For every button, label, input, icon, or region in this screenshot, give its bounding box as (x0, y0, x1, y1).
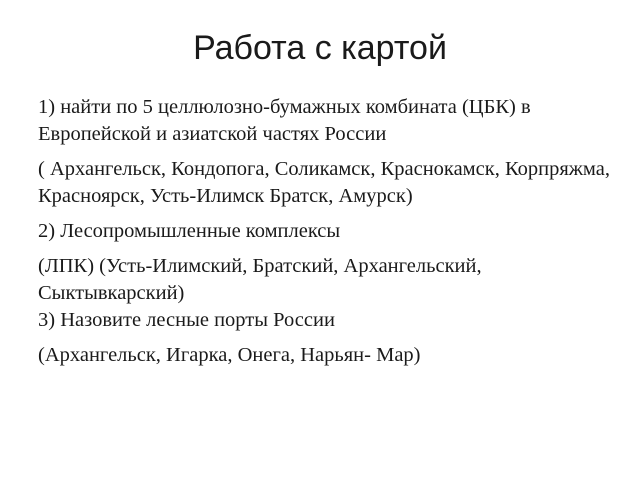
task-3-answer-list: (Архангельск, Игарка, Онега, Нарьян- Мар) (38, 344, 421, 366)
task-1-answer-list: ( Архангельск, Кондопога, Соликамск, Краснокамск, Корпряжма, Красноярск, Усть-Илимск Братск, Амурск) (38, 158, 610, 207)
slide-title: Работа с картой (193, 29, 447, 67)
slide-body (38, 94, 613, 369)
task-2-text: 2) Лесопромышленные комплексы (38, 220, 341, 242)
task-1-text: 1) найти по 5 целлюлозно-бумажных комбината (ЦБК) в Европейской и азиатской частях России (38, 96, 531, 145)
task-3-text: 3) Назовите лесные порты России (38, 309, 335, 331)
task-2-answer-list: (ЛПК) (Усть-Илимский, Братский, Архангельский, Сыктывкарский) (38, 255, 482, 304)
